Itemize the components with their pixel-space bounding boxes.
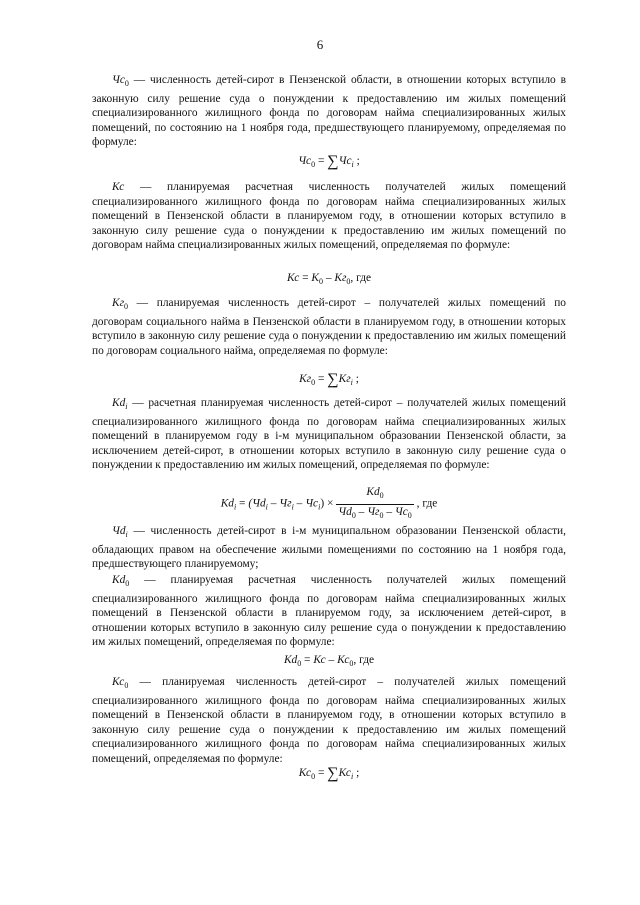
formula-paren-subscript: i: [265, 502, 268, 512]
paragraph-text: — планируемая численность детей-сирот – получателей жилых помещений по договорам социального найма в Пензенской области в планируемом году, в отношении которых вступило в законную силу решение суда о понуждении к предоставлению им жилых помещений по договорам социального найма, определяемая по формуле:: [92, 297, 566, 357]
formula-lhs: Чс: [298, 155, 312, 167]
formula-term-b-subscript: 0: [349, 659, 354, 668]
formula-equals: =: [299, 272, 312, 284]
definition-ks: [92, 180, 566, 253]
definition-kd0: [92, 573, 566, 650]
sum-symbol: ∑: [327, 765, 339, 782]
formula-equals: =: [315, 373, 328, 385]
formula-lhs: Кd: [220, 497, 234, 510]
definition-chs0: [92, 73, 566, 150]
formula: [92, 485, 566, 523]
formula-ks: [92, 271, 566, 290]
formula-close-times: ) ×: [320, 497, 337, 510]
symbol: Кс: [112, 181, 125, 193]
paragraph: [92, 573, 566, 650]
formula-rhs: Чс: [338, 155, 352, 167]
formula-equals: =: [236, 497, 249, 510]
sum-symbol: ∑: [327, 371, 339, 388]
formula-lhs-subscript: 0: [311, 772, 316, 781]
formula-fraction: [336, 485, 414, 523]
denominator-term-2: – Чг: [355, 505, 380, 518]
fraction-denominator: [336, 505, 414, 524]
formula-minus: –: [322, 272, 335, 284]
formula-tail: ;: [352, 373, 359, 385]
formula-kdi: [92, 485, 566, 523]
denominator-term-1-subscript: 0: [351, 510, 356, 520]
formula-rhs-subscript: i: [351, 160, 354, 169]
symbol-subscript: i: [125, 530, 128, 539]
formula-kd0: [92, 653, 566, 672]
formula-paren-term: (Чd: [248, 497, 266, 510]
formula-equals: =: [301, 654, 314, 666]
definition-kg0: [92, 296, 566, 358]
formula-tail: , где: [353, 654, 375, 666]
formula: [92, 271, 566, 290]
formula-lhs: Кс: [298, 767, 312, 779]
paragraph: [92, 524, 566, 572]
formula-equals: =: [315, 767, 328, 779]
denominator-term-3-subscript: 0: [407, 510, 412, 520]
paragraph-text: — планируемая расчетная численность получателей жилых помещений специализированного жилищного фонда по договорам найма специализированных жилых помещений в Пензенской области в планируемом году, в отношении которых вступило в законную силу решение суда о понуждении к предоставлению им жилых помещений по договорам найма специализированных жилых помещений, определяемая по формуле:: [92, 181, 566, 252]
symbol: Кd: [112, 397, 126, 409]
symbol-subscript: i: [125, 402, 128, 411]
denominator-term-1: Чd: [338, 505, 352, 518]
definition-ks0: [92, 675, 566, 767]
symbol-subscript: 0: [124, 302, 129, 311]
symbol-subscript: 0: [124, 681, 129, 690]
definition-chdi: [92, 524, 566, 572]
formula-minus-term-1: – Чг: [267, 497, 292, 510]
formula-lhs: Кd: [283, 654, 298, 666]
page-number: 6: [316, 37, 324, 52]
formula-term-b: Кг: [334, 272, 347, 284]
formula-equals: =: [315, 155, 328, 167]
paragraph-text: — расчетная планируемая численность детей-сирот – получателей жилых помещений специализированного жилищного фонда по договорам найма специализированных жилых помещений в планируемом году в i-м муниципальном образовании Пензенской области, за исключением детей-сирот, в отношении которых вступило в законную силу решение суда о понуждении к предоставлению им жилых помещений, определяемая по формуле:: [92, 397, 566, 472]
formula: [92, 653, 566, 672]
formula: [92, 372, 566, 391]
paragraph: [92, 180, 566, 253]
formula-tail: , где: [350, 272, 372, 284]
numerator-subscript: 0: [379, 491, 384, 500]
symbol-subscript: 0: [125, 579, 130, 588]
symbol-subscript: 0: [124, 79, 129, 88]
symbol: Чd: [112, 525, 126, 537]
paragraph-text: — численность детей-сирот в i-м муниципальном образовании Пензенской области, обладающих правом на обеспечение жилыми помещениями по состоянию на 1 ноября года, предшествующего планируемому;: [92, 525, 566, 571]
fraction-numerator: [336, 485, 414, 505]
formula-tail: ;: [353, 767, 360, 779]
formula-lhs: Кг: [299, 373, 312, 385]
formula-rhs-subscript: i: [350, 378, 353, 387]
numerator-term: Кd: [366, 486, 380, 498]
formula-term-a-subscript: 0: [318, 277, 323, 286]
formula-chs0: [92, 154, 566, 173]
formula-lhs-subscript: 0: [311, 378, 316, 387]
formula-term-b-subscript: 0: [346, 277, 351, 286]
formula-term-a: К: [311, 272, 319, 284]
symbol: Кd: [112, 574, 126, 586]
formula-minus: –: [325, 654, 338, 666]
symbol: Кс: [112, 676, 125, 688]
formula-lhs-subscript: i: [233, 502, 237, 512]
paragraph-text: — планируемая расчетная численность получателей жилых помещений специализированного жилищного фонда по договорам найма специализированных жилых помещений в Пензенской области в планируемом году, за исключением детей-сирот, в отношении которых вступило в законную силу решение суда о понуждении к предоставлению им жилых помещений, определяемая по формуле:: [92, 574, 566, 649]
formula-lhs-subscript: 0: [311, 160, 316, 169]
formula-minus-term-2-subscript: i: [318, 502, 321, 512]
formula: [92, 154, 566, 173]
paragraph: [92, 73, 566, 150]
formula-term-a: Кс: [313, 654, 326, 666]
sum-symbol: ∑: [327, 153, 339, 170]
formula-minus-term-1-subscript: i: [291, 502, 294, 512]
formula-rhs: Кс: [338, 767, 351, 779]
definition-kdi: [92, 396, 566, 473]
formula-tail: ;: [353, 155, 360, 167]
formula: [92, 766, 566, 785]
formula-lhs-subscript: 0: [297, 659, 302, 668]
paragraph-text: — планируемая численность детей-сирот – получателей жилых помещений специализированного жилищного фонда по договорам найма специализированных жилых помещений в Пензенской области в планируемом году, в отношении которых вступило в законную силу решение суда о понуждении к предоставлению им жилых помещений специализированного жилищного фонда по договорам найма специализированных жилых помещений, определяемая по формуле:: [92, 676, 566, 765]
formula-rhs-subscript: i: [350, 772, 354, 781]
formula-term-b: Кс: [337, 654, 350, 666]
symbol: Чс: [112, 74, 125, 86]
paragraph: [92, 296, 566, 358]
denominator-term-3: – Чс: [383, 505, 408, 518]
paragraph: [92, 675, 566, 767]
formula-tail: , где: [413, 497, 438, 510]
formula-kg0: [92, 372, 566, 391]
paragraph-text: — численность детей-сирот в Пензенской области, в отношении которых вступило в законную силу решение суда о понуждении к предоставлению им жилых помещений специализированного жилищного фонда по договорам найма специализированных жилых помещений, по состоянию на 1 ноября года, предшествующего планируемому, определяемая по формуле:: [92, 74, 566, 149]
denominator-term-2-subscript: 0: [379, 510, 384, 520]
paragraph: [92, 396, 566, 473]
formula-rhs: Кг: [338, 373, 351, 385]
formula-minus-term-2: – Чс: [293, 497, 319, 510]
symbol: Кг: [112, 297, 125, 309]
formula-lhs: Кс: [286, 272, 300, 284]
formula-ks0: [92, 766, 566, 785]
